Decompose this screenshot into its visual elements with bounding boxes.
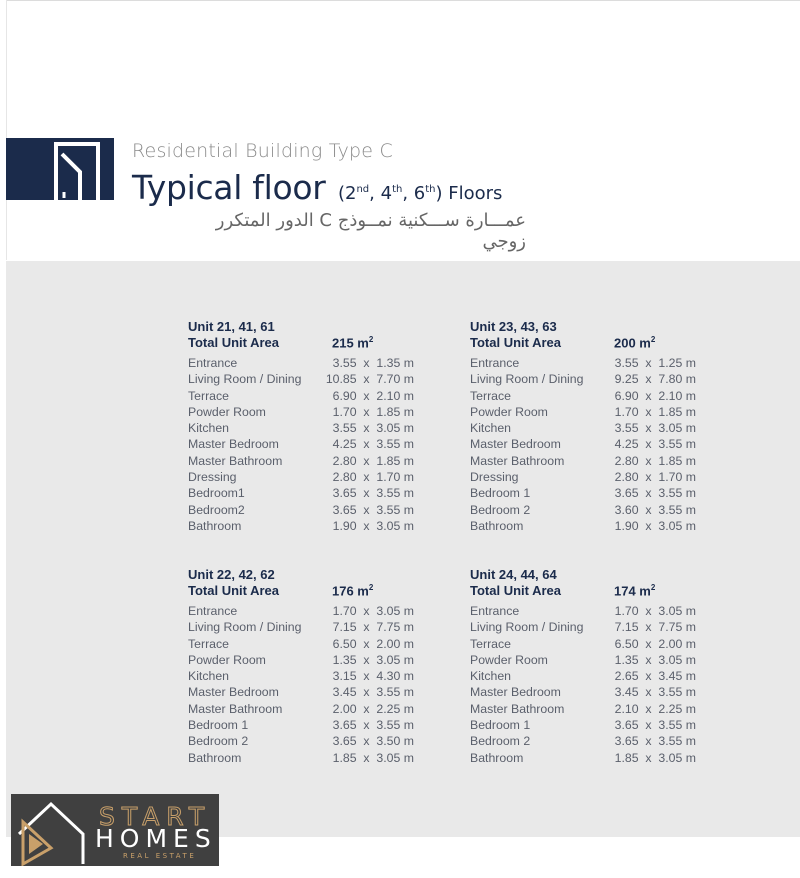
- room-name: Kitchen: [188, 669, 230, 684]
- total-area-row: [188, 335, 428, 353]
- page-title: [132, 168, 502, 207]
- room-row: [188, 470, 428, 486]
- room-name: Bathroom: [188, 518, 242, 533]
- room-row: [470, 653, 710, 669]
- room-row: [188, 718, 428, 734]
- room-name: Bedroom 2: [470, 502, 531, 517]
- room-name: Bathroom: [470, 750, 524, 765]
- room-row: [470, 486, 710, 502]
- room-name: Living Room / Dining: [470, 372, 584, 387]
- building-icon: [6, 138, 114, 200]
- total-area-row: [188, 583, 428, 601]
- room-row: [470, 751, 710, 767]
- unit-title: Unit 22, 42, 62: [188, 567, 275, 582]
- room-dimensions: 3.65 x 3.55 m: [332, 486, 414, 501]
- room-dimensions: 7.15 x 7.75 m: [614, 620, 696, 635]
- room-row: [470, 470, 710, 486]
- room-name: Living Room / Dining: [470, 620, 584, 635]
- total-area-value: 174 $m^2$: [614, 583, 656, 599]
- room-dimensions: 6.50 x 2.00 m: [614, 636, 696, 651]
- room-name: Powder Room: [188, 404, 266, 419]
- total-area-row: [470, 583, 710, 601]
- room-row: [470, 421, 710, 437]
- brand-start: START: [99, 802, 212, 831]
- room-dimensions: 3.60 x 3.55 m: [614, 502, 696, 517]
- room-row: [188, 702, 428, 718]
- room-name: Master Bedroom: [188, 685, 279, 700]
- room-name: Entrance: [188, 604, 238, 618]
- room-dimensions: 9.25 x 7.80 m: [614, 372, 696, 387]
- room-name: Entrance: [188, 356, 238, 370]
- room-name: Kitchen: [470, 669, 512, 684]
- unit-block: [470, 567, 710, 767]
- room-dimensions: 1.90 x 3.05 m: [614, 518, 696, 533]
- room-row: [470, 454, 710, 470]
- total-area-label: Total Unit Area: [470, 583, 562, 598]
- unit-block: [470, 319, 710, 535]
- room-row: [470, 503, 710, 519]
- room-row: [470, 702, 710, 718]
- room-dimensions: 1.70 x 3.05 m: [332, 604, 414, 618]
- room-dimensions: 6.90 x 2.10 m: [614, 388, 696, 403]
- brand-logo: [11, 794, 219, 866]
- room-row: [470, 437, 710, 453]
- room-row: [470, 372, 710, 388]
- room-dimensions: 4.25 x 3.55 m: [332, 437, 414, 452]
- room-row: [188, 734, 428, 750]
- room-name: Bedroom 1: [188, 718, 249, 733]
- room-row: [188, 372, 428, 388]
- room-dimensions: 2.80 x 1.85 m: [614, 453, 696, 468]
- room-dimensions: 1.35 x 3.05 m: [614, 652, 696, 667]
- room-name: Powder Room: [470, 404, 548, 419]
- room-dimensions: 10.85 x 7.70 m: [325, 372, 414, 387]
- room-row: [470, 620, 710, 636]
- room-dimensions: 3.65 x 3.55 m: [614, 734, 696, 749]
- room-dimensions: 1.85 x 3.05 m: [614, 750, 696, 765]
- room-name: Entrance: [470, 356, 520, 370]
- room-row: [188, 486, 428, 502]
- room-list: [470, 356, 710, 535]
- room-row: [188, 389, 428, 405]
- room-name: Living Room / Dining: [188, 372, 302, 387]
- room-row: [470, 669, 710, 685]
- unit-title: Unit 24, 44, 64: [470, 567, 557, 582]
- unit-title: Unit 21, 41, 61: [188, 319, 275, 334]
- room-name: Terrace: [188, 636, 230, 651]
- total-area-value: 176 $m^2$: [332, 583, 374, 599]
- room-name: Terrace: [470, 388, 512, 403]
- total-area-value: 200 $m^2$: [614, 335, 656, 351]
- room-dimensions: 4.25 x 3.55 m: [614, 437, 696, 452]
- room-dimensions: 6.90 x 2.10 m: [332, 388, 414, 403]
- room-row: [188, 356, 428, 372]
- room-row: [470, 685, 710, 701]
- total-area-row: [470, 335, 710, 353]
- room-dimensions: 3.45 x 3.55 m: [332, 685, 414, 700]
- house-play-icon: [11, 794, 101, 866]
- total-area-label: Total Unit Area: [188, 335, 280, 350]
- total-area-label: Total Unit Area: [188, 583, 280, 598]
- room-name: Master Bathroom: [470, 453, 565, 468]
- room-dimensions: 1.90 x 3.05 m: [332, 518, 414, 533]
- room-row: [470, 356, 710, 372]
- unit-title: Unit 23, 43, 63: [470, 319, 557, 334]
- room-row: [470, 389, 710, 405]
- brand-homes: HOMES: [95, 824, 217, 853]
- total-area-value: 215 $m^2$: [332, 335, 374, 351]
- room-name: Master Bedroom: [470, 437, 561, 452]
- room-dimensions: 3.15 x 4.30 m: [332, 669, 414, 684]
- room-dimensions: 1.85 x 3.05 m: [332, 750, 414, 765]
- room-name: Bathroom: [470, 518, 524, 533]
- room-name: Bedroom2: [188, 502, 245, 517]
- room-dimensions: 2.65 x 3.45 m: [614, 669, 696, 684]
- room-name: Bedroom1: [188, 486, 245, 501]
- room-name: Bathroom: [188, 750, 242, 765]
- unit-block: [188, 567, 428, 767]
- room-dimensions: 3.55 x 1.35 m: [332, 356, 414, 370]
- room-dimensions: 2.10 x 2.25 m: [614, 701, 696, 716]
- room-list: [188, 356, 428, 535]
- room-dimensions: 2.00 x 2.25 m: [332, 701, 414, 716]
- room-row: [188, 503, 428, 519]
- room-row: [188, 637, 428, 653]
- room-dimensions: 3.65 x 3.50 m: [332, 734, 414, 749]
- room-row: [470, 519, 710, 535]
- room-name: Bedroom 2: [470, 734, 531, 749]
- room-name: Bedroom 2: [188, 734, 249, 749]
- room-dimensions: 7.15 x 7.75 m: [332, 620, 414, 635]
- room-name: Kitchen: [188, 421, 230, 436]
- room-row: [188, 604, 428, 620]
- room-row: [188, 437, 428, 453]
- room-row: [470, 718, 710, 734]
- arabic-title: عمـــارة ســـكنية نمــوذج C الدور المتكرر زوجي: [215, 210, 526, 252]
- room-dimensions: 1.70 x 3.05 m: [614, 604, 696, 618]
- room-name: Master Bathroom: [470, 701, 565, 716]
- room-dimensions: 3.55 x 3.05 m: [614, 421, 696, 436]
- room-name: Powder Room: [470, 652, 548, 667]
- room-dimensions: 3.45 x 3.55 m: [614, 685, 696, 700]
- total-area-label: Total Unit Area: [470, 335, 562, 350]
- room-row: [188, 751, 428, 767]
- left-border: [6, 0, 7, 260]
- room-name: Kitchen: [470, 421, 512, 436]
- room-name: Entrance: [470, 604, 520, 618]
- room-row: [188, 653, 428, 669]
- room-dimensions: 2.80 x 1.85 m: [332, 453, 414, 468]
- room-row: [188, 519, 428, 535]
- room-dimensions: 6.50 x 2.00 m: [332, 636, 414, 651]
- room-name: Powder Room: [188, 652, 266, 667]
- title-main: Typical floor: [132, 168, 326, 207]
- room-dimensions: 1.70 x 1.85 m: [332, 404, 414, 419]
- floors-label: (2nd, 4th, 6th) Floors: [337, 183, 503, 204]
- room-row: [188, 669, 428, 685]
- room-name: Dressing: [188, 470, 237, 485]
- room-dimensions: 3.55 x 3.05 m: [332, 421, 414, 436]
- top-border: [6, 0, 800, 5]
- building-type-subtitle: Residential Building Type C: [132, 140, 393, 162]
- room-name: Living Room / Dining: [188, 620, 302, 635]
- room-name: Master Bathroom: [188, 701, 283, 716]
- room-row: [188, 620, 428, 636]
- room-dimensions: 3.65 x 3.55 m: [614, 486, 696, 501]
- room-name: Terrace: [188, 388, 230, 403]
- room-row: [188, 454, 428, 470]
- room-row: [188, 421, 428, 437]
- room-row: [188, 405, 428, 421]
- room-row: [188, 685, 428, 701]
- room-row: [470, 604, 710, 620]
- room-name: Master Bathroom: [188, 453, 283, 468]
- unit-block: [188, 319, 428, 535]
- room-row: [470, 405, 710, 421]
- room-list: [188, 604, 428, 767]
- room-name: Master Bedroom: [470, 685, 561, 700]
- brand-real-estate: REAL ESTATE: [123, 852, 197, 860]
- room-list: [470, 604, 710, 767]
- room-dimensions: 2.80 x 1.70 m: [614, 470, 696, 485]
- room-name: Master Bedroom: [188, 437, 279, 452]
- room-row: [470, 734, 710, 750]
- room-dimensions: 2.80 x 1.70 m: [332, 470, 414, 485]
- room-name: Terrace: [470, 636, 512, 651]
- room-dimensions: 3.65 x 3.55 m: [332, 502, 414, 517]
- room-dimensions: 3.65 x 3.55 m: [332, 718, 414, 733]
- room-name: Dressing: [470, 470, 519, 485]
- room-dimensions: 1.35 x 3.05 m: [332, 652, 414, 667]
- room-dimensions: 3.65 x 3.55 m: [614, 718, 696, 733]
- room-row: [470, 637, 710, 653]
- room-dimensions: 1.70 x 1.85 m: [614, 404, 696, 419]
- room-name: Bedroom 1: [470, 486, 531, 501]
- room-name: Bedroom 1: [470, 718, 531, 733]
- room-dimensions: 3.55 x 1.25 m: [614, 356, 696, 370]
